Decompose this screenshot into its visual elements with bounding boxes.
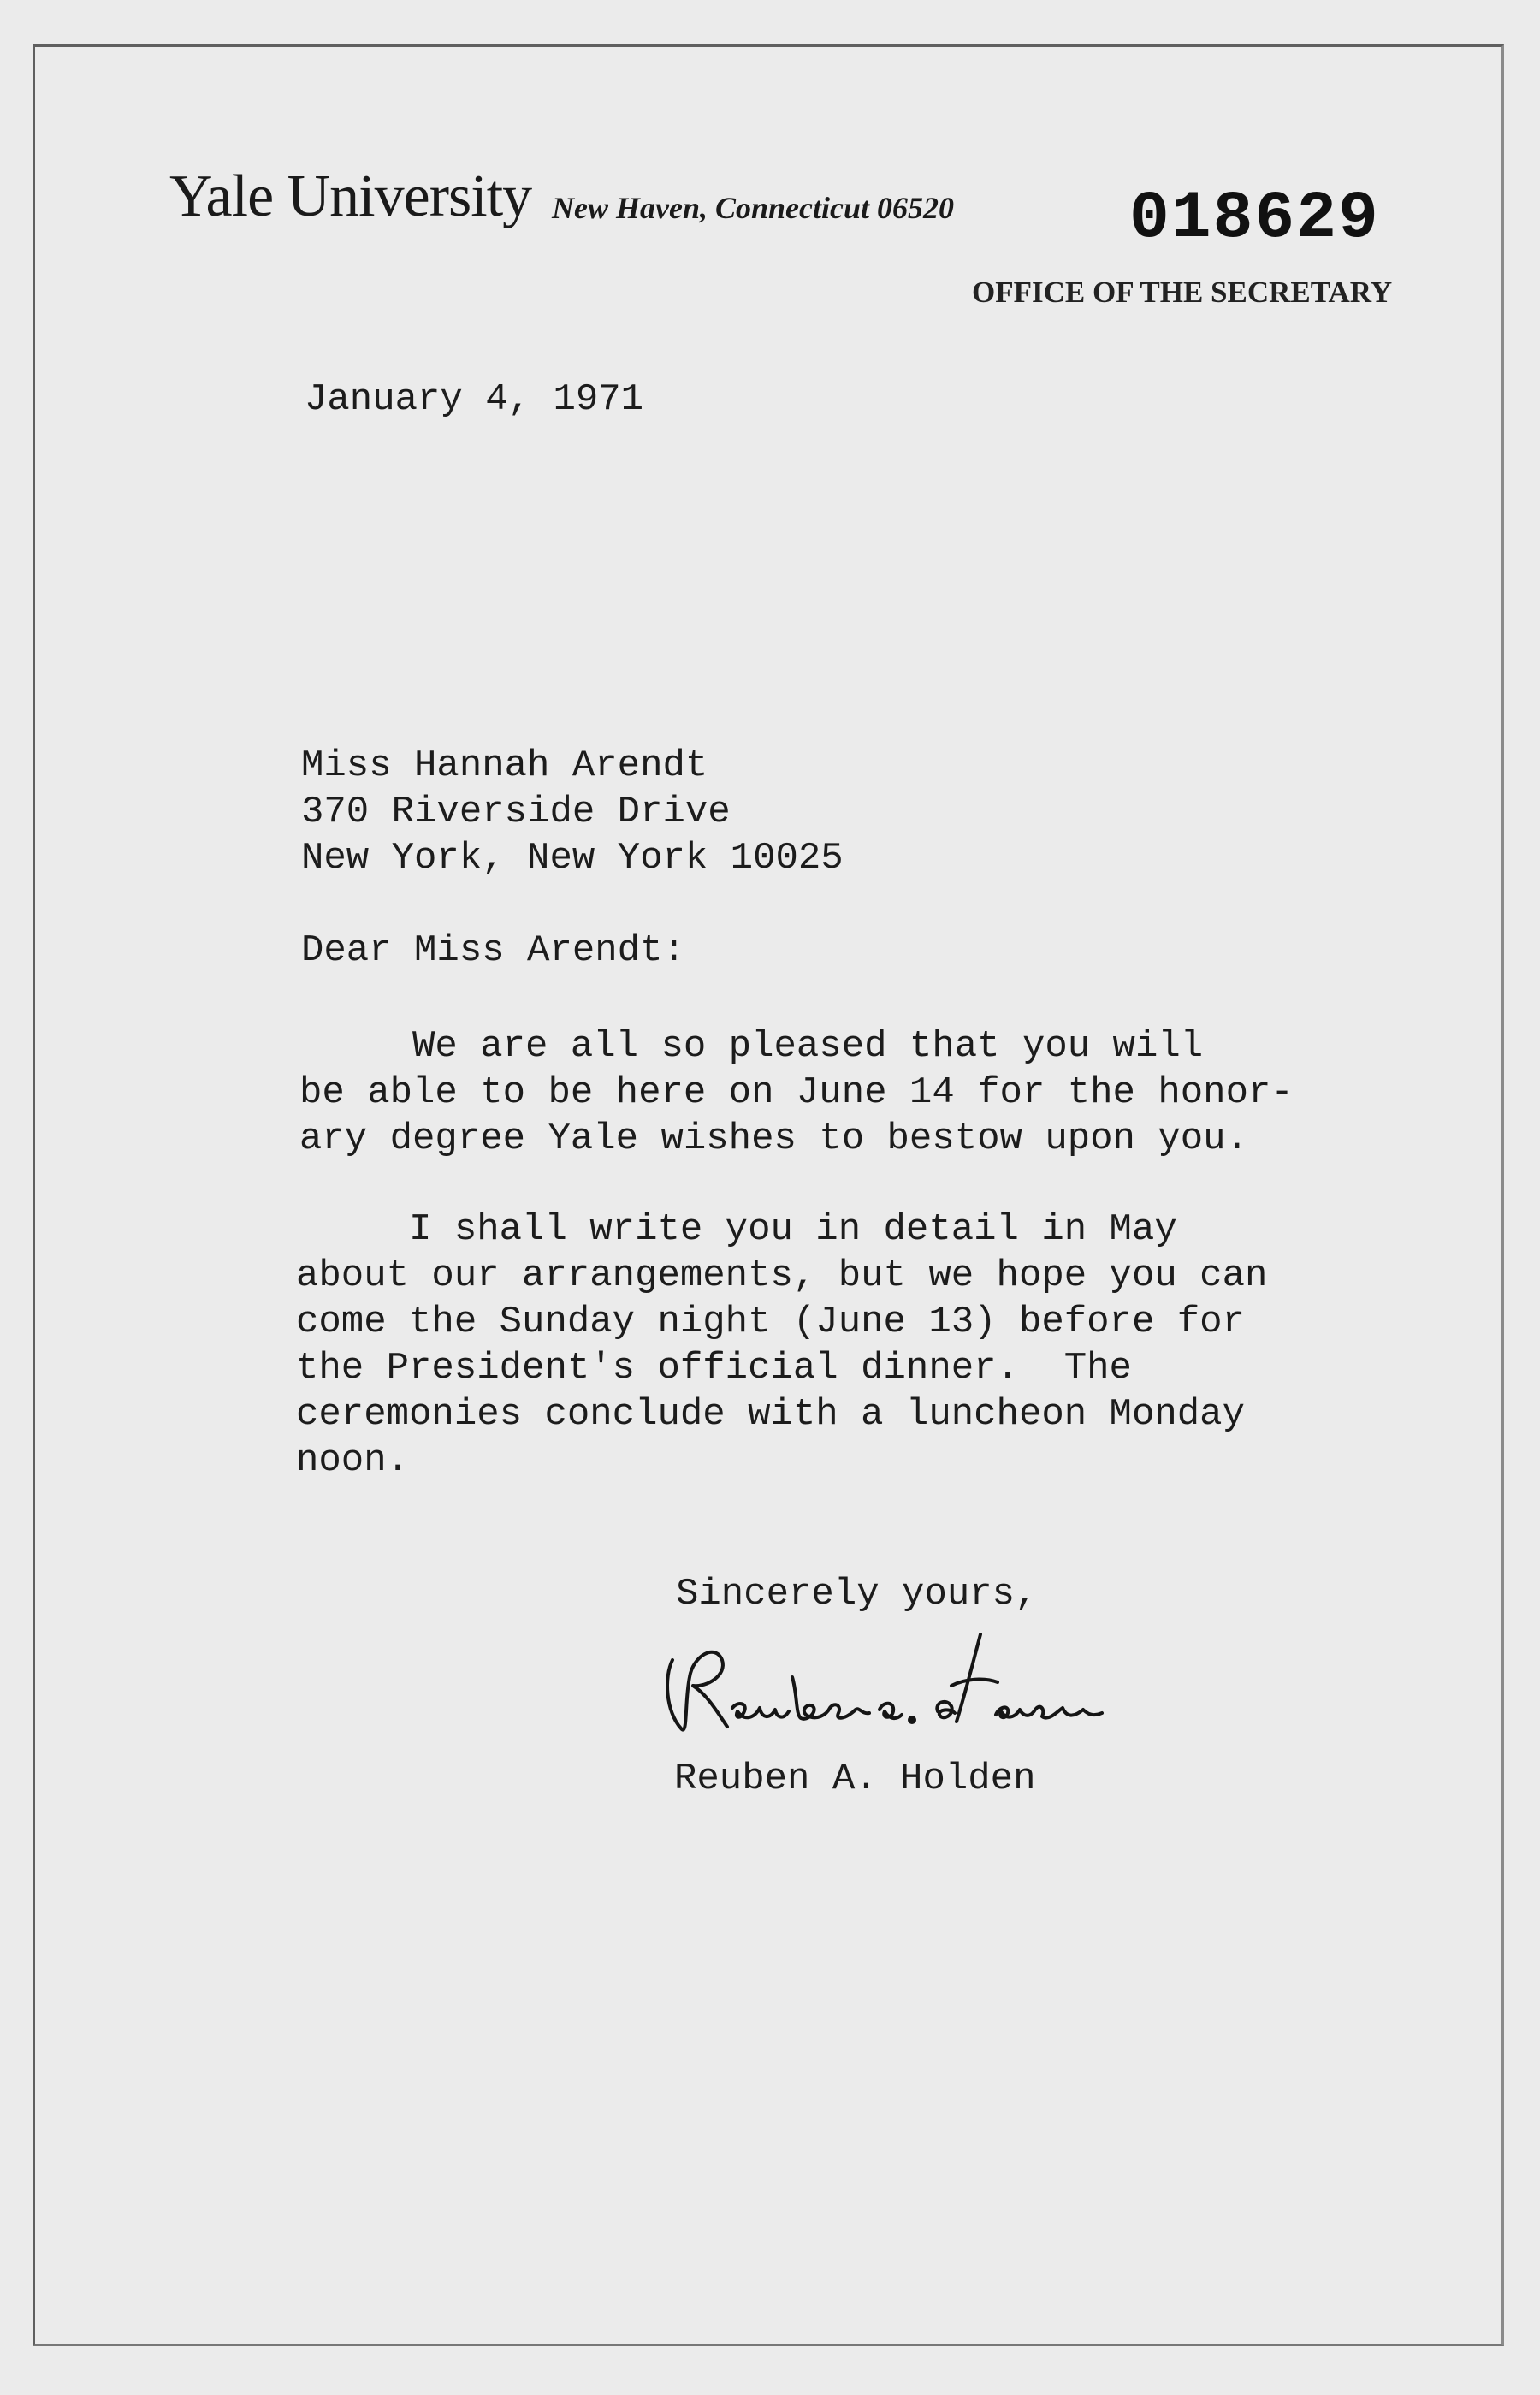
paragraph-2: [296, 1206, 1267, 1484]
letter-date: January 4, 1971: [305, 378, 644, 421]
document-number: 018629: [1129, 181, 1380, 257]
handwritten-signature: [655, 1626, 1109, 1754]
office-name: OFFICE OF THE SECRETARY: [972, 276, 1393, 309]
paragraph-2-line: about our arrangements, but we hope you can: [296, 1254, 1268, 1297]
closing: Sincerely yours,: [676, 1573, 1038, 1615]
paragraph-2-line: come the Sunday night (June 13) before for: [296, 1301, 1245, 1343]
signer-name: Reuben A. Holden: [674, 1758, 1036, 1800]
recipient-line-1: Miss Hannah Arendt: [301, 744, 708, 787]
paragraph-1-line: be able to be here on June 14 for the honor-: [299, 1071, 1294, 1114]
recipient-line-2: 370 Riverside Drive: [301, 791, 731, 833]
salutation: Dear Miss Arendt:: [301, 929, 685, 972]
paragraph-2-line: I shall write you in detail in May: [296, 1208, 1177, 1251]
recipient-line-3: New York, New York 10025: [301, 837, 844, 880]
paragraph-1: [299, 1023, 1294, 1162]
recipient-address: [301, 743, 844, 881]
letterhead-institution: Yale University: [169, 163, 532, 229]
paragraph-1-line: We are all so pleased that you will: [299, 1025, 1204, 1068]
letterhead-address: New Haven, Connecticut 06520: [552, 191, 954, 225]
paragraph-2-line: the President's official dinner. The: [296, 1347, 1132, 1390]
paragraph-2-line: ceremonies conclude with a luncheon Monday: [296, 1393, 1245, 1436]
sheet-border: [33, 44, 1504, 2346]
paragraph-2-line: noon.: [296, 1439, 410, 1482]
paragraph-1-line: ary degree Yale wishes to bestow upon you.: [299, 1117, 1248, 1160]
